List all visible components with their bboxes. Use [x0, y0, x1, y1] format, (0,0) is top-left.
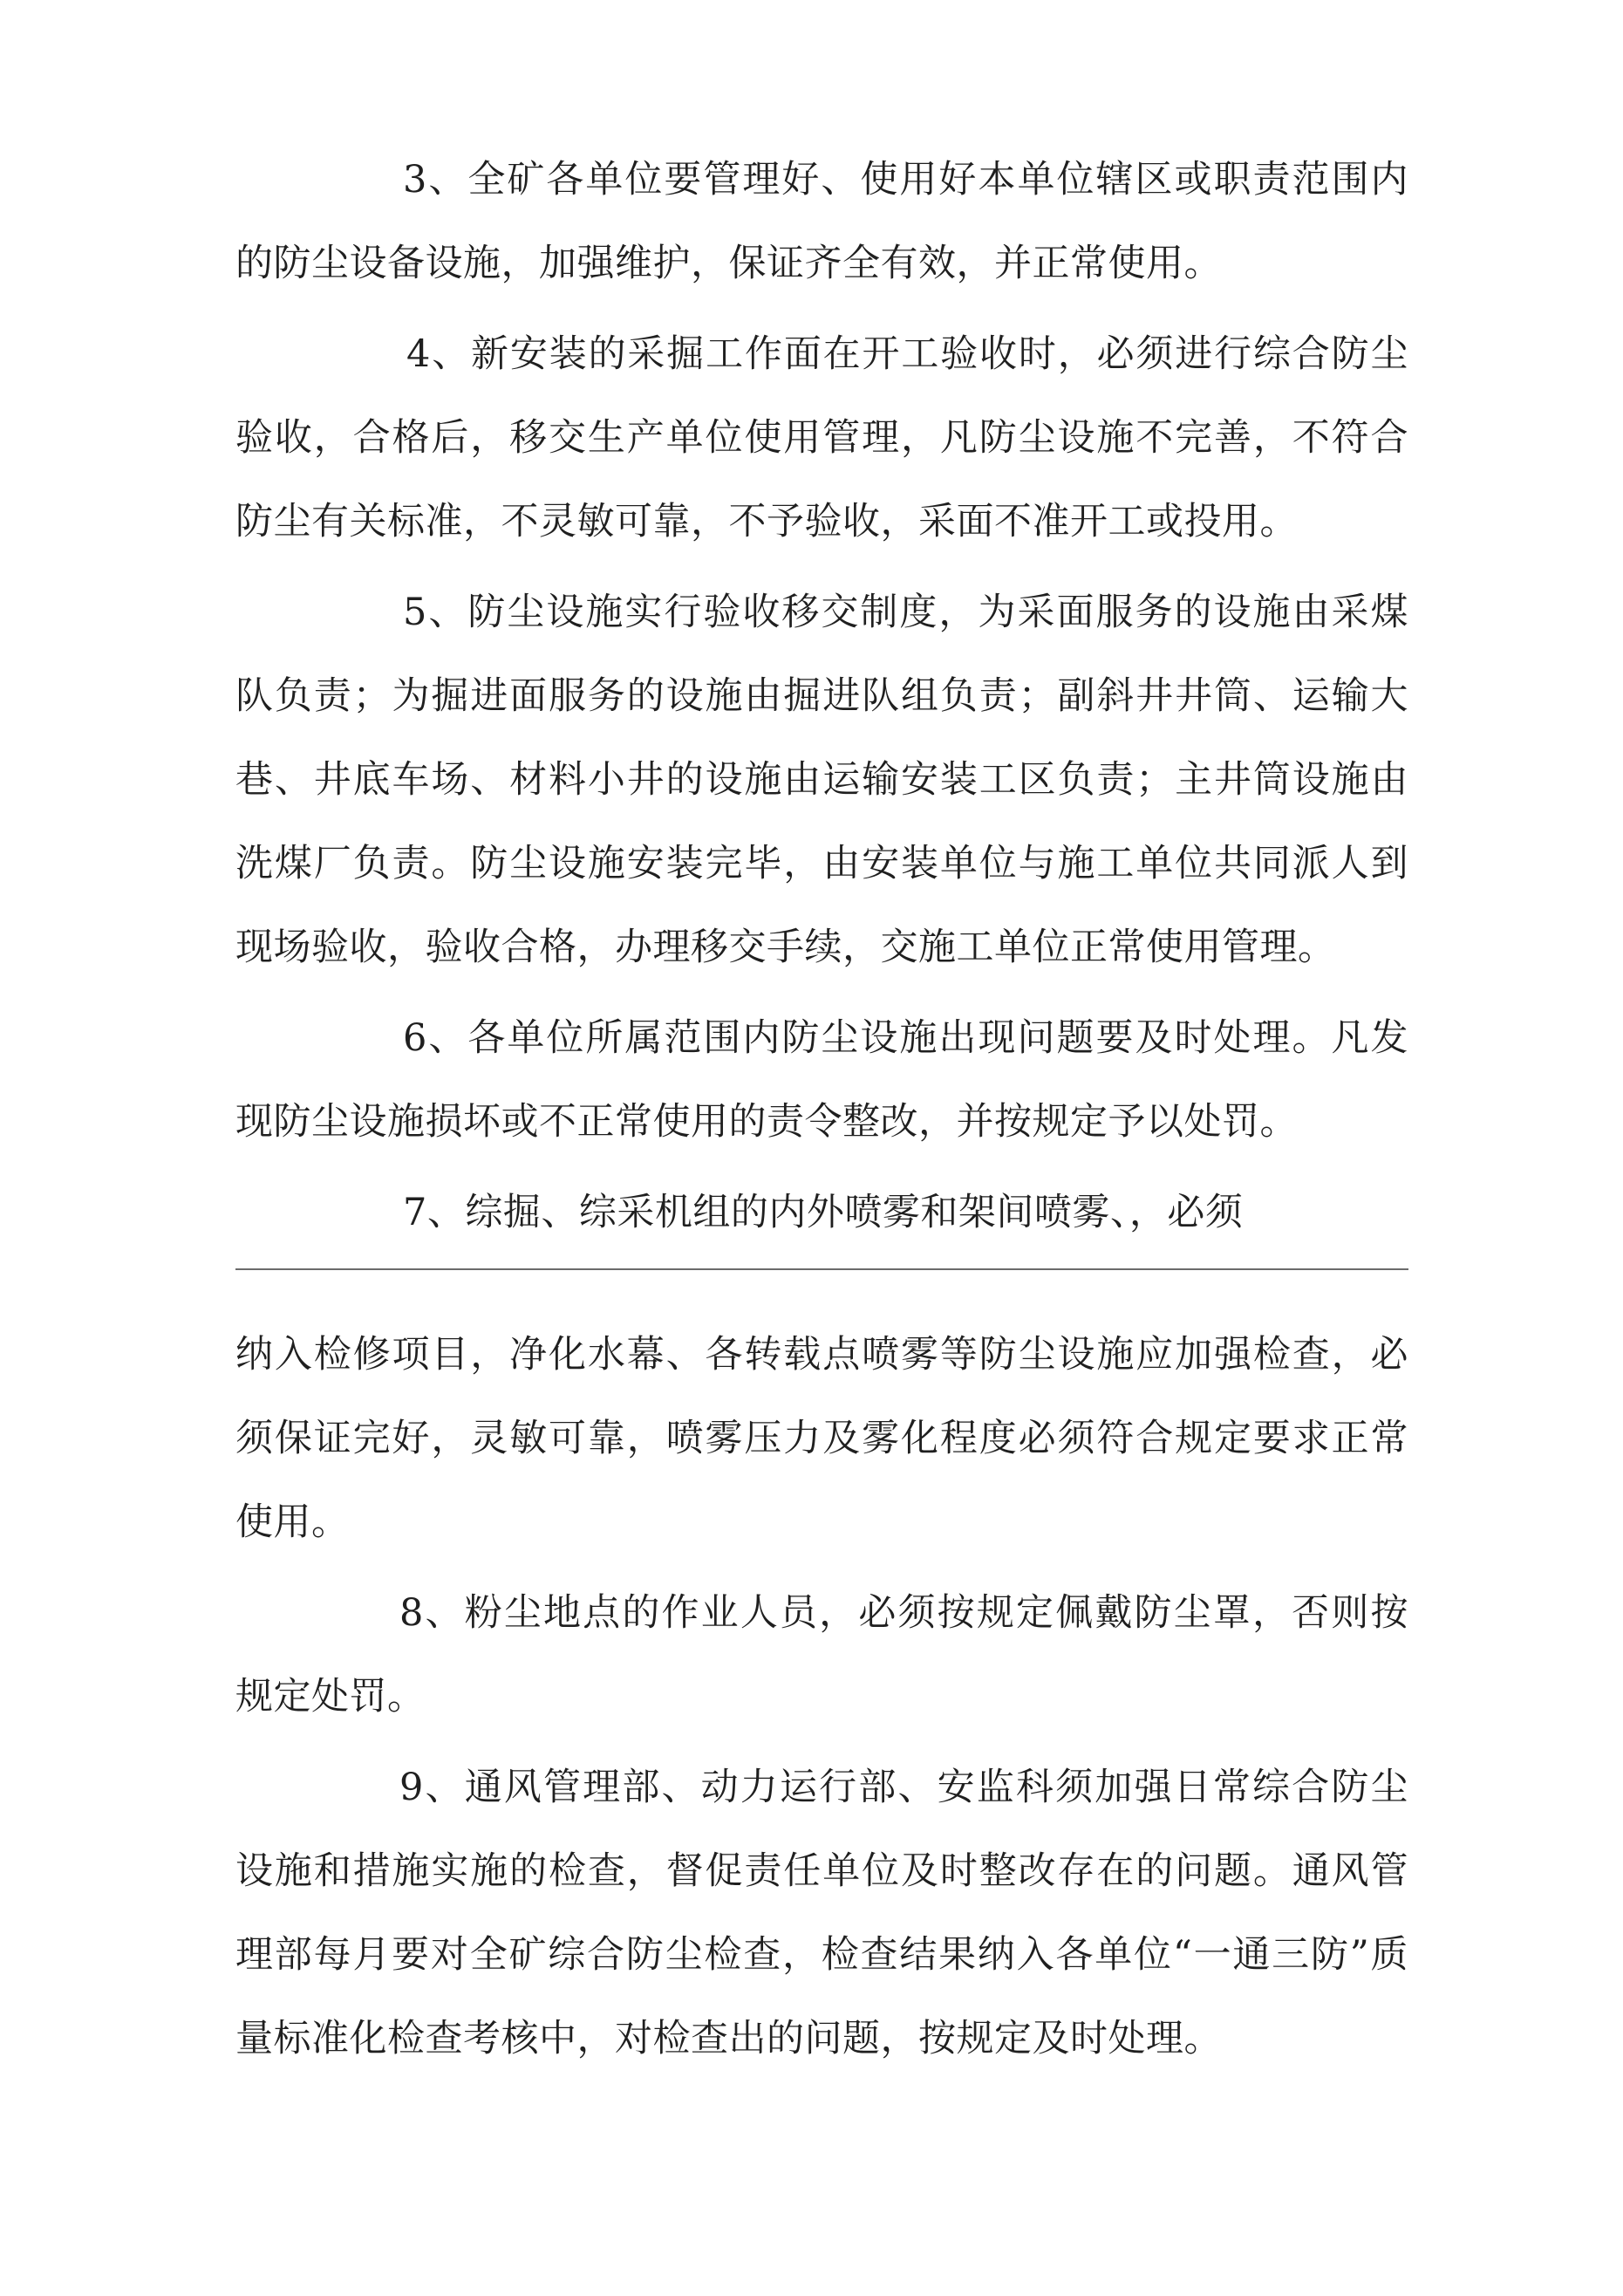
upper-page-content	[235, 138, 1408, 1254]
page-break-divider	[235, 1268, 1408, 1270]
paragraph-item-3: 3、全矿各单位要管理好、使用好本单位辖区或职责范围内的防尘设备设施，加强维护，保证齐全有效，并正常使用。	[235, 158, 1408, 285]
paragraph-item-9: 9、通风管理部、动力运行部、安监科须加强日常综合防尘设施和措施实施的检查，督促责任单位及时整改存在的问题。通风管理部每月要对全矿综合防尘检查，检查结果纳入各单位“一通三防”质量标准化检查考核中，对检查出的问题，按规定及时处理。	[235, 1766, 1408, 2060]
paragraph-item-7-continued: 纳入检修项目，净化水幕、各转载点喷雾等防尘设施应加强检查，必须保证完好，灵敏可靠，喷雾压力及雾化程度必须符合规定要求正常使用。	[235, 1333, 1408, 1544]
paragraph-item-5: 5、防尘设施实行验收移交制度，为采面服务的设施由采煤队负责；为掘进面服务的设施由掘进队组负责；副斜井井筒、运输大巷、井底车场、材料小井的设施由运输安装工区负责；主井筒设施由洗煤厂负责。防尘设施安装完毕，由安装单位与施工单位共同派人到现场验收，验收合格，办理移交手续，交施工单位正常使用管理。	[235, 591, 1408, 969]
paragraph-item-4: 4、新安装的采掘工作面在开工验收时，必须进行综合防尘验收，合格后，移交生产单位使用管理，凡防尘设施不完善，不符合防尘有关标准，不灵敏可靠，不予验收，采面不准开工或投用。	[235, 332, 1408, 543]
paragraph-item-7: 7、综掘、综采机组的内外喷雾和架间喷雾、，必须	[403, 1191, 1244, 1234]
paragraph-item-8: 8、粉尘地点的作业人员，必须按规定佩戴防尘罩，否则按规定处罚。	[235, 1591, 1408, 1719]
lower-page-content	[235, 1313, 1408, 2081]
paragraph-item-6: 6、各单位所属范围内防尘设施出现问题要及时处理。凡发现防尘设施损坏或不正常使用的责令整改，并按规定予以处罚。	[235, 1016, 1408, 1144]
